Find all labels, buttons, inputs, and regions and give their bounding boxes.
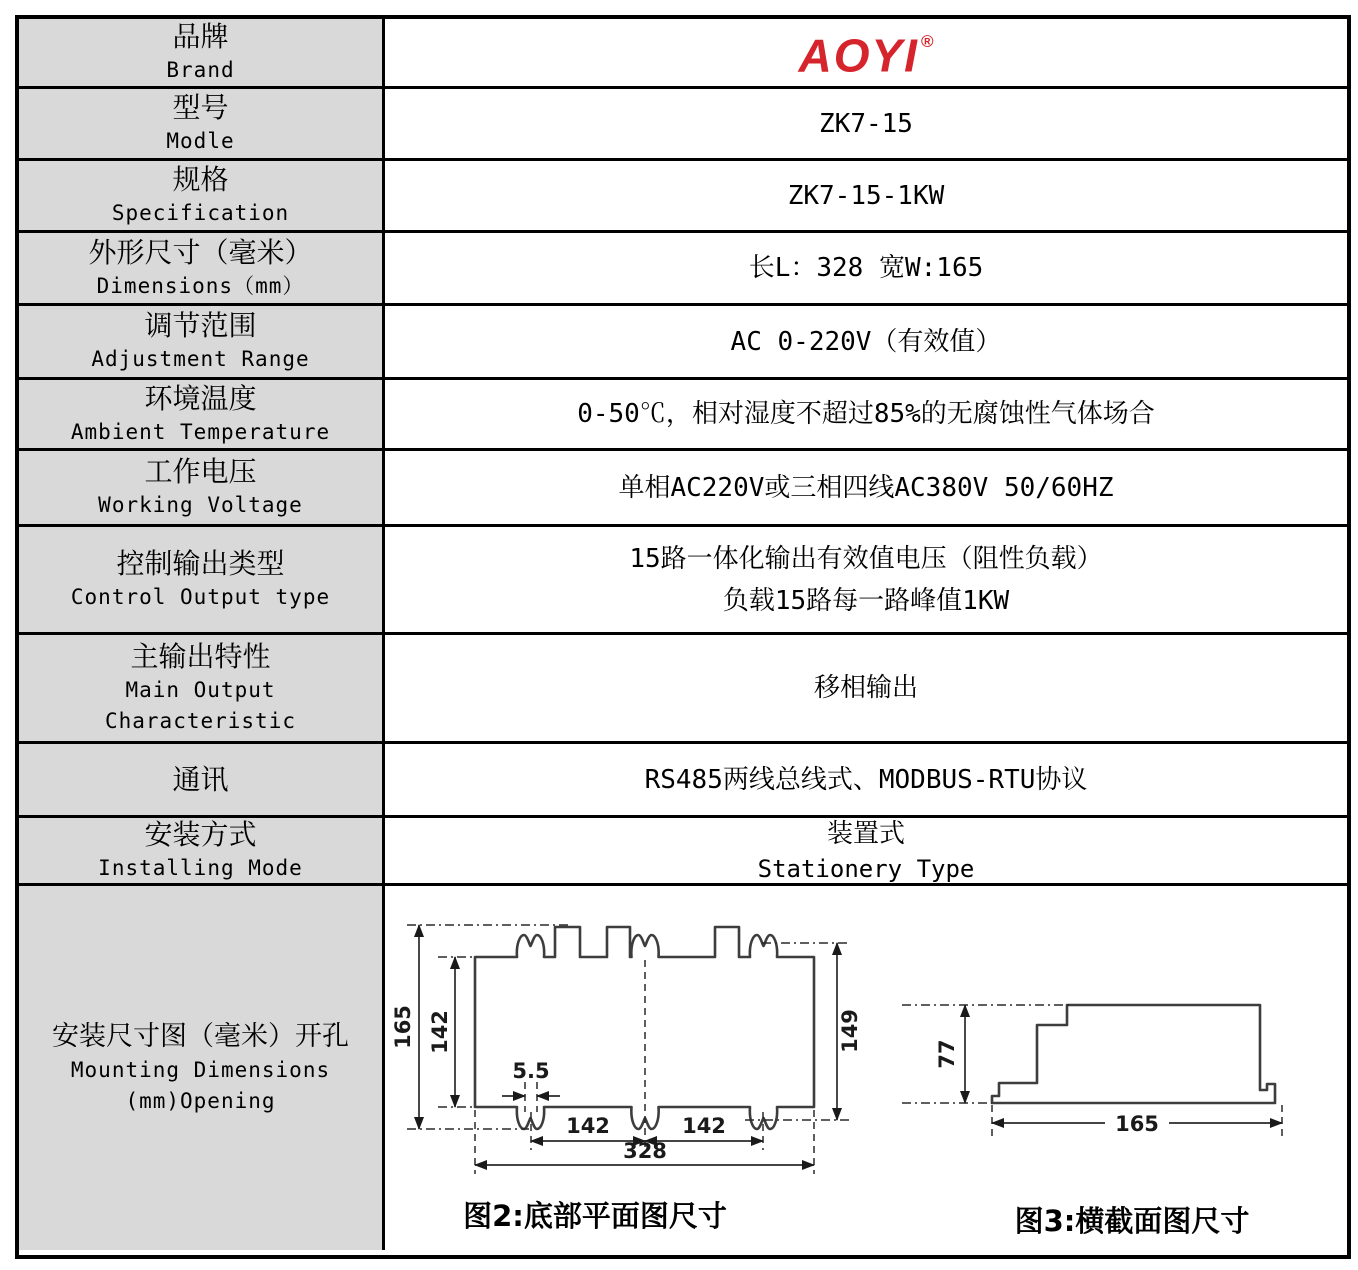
label-en-control-output-type: Control Output type <box>70 585 331 609</box>
aoyi-logo <box>798 27 934 82</box>
label-en-installing-mode: Installing Mode <box>98 856 303 880</box>
value-cell-dimensions <box>385 233 1347 306</box>
label-cell-communication <box>19 744 385 818</box>
label-zh-model: 型号 <box>172 91 229 124</box>
fig2-dim-328: 328 <box>623 1139 667 1163</box>
spec-table <box>15 15 1351 1259</box>
model-value: ZK7-15 <box>819 108 913 139</box>
working-voltage-value: 单相AC220V或三相四线AC380V 50/60HZ <box>618 472 1114 503</box>
fig2-dim-142-b2: 142 <box>682 1114 726 1138</box>
fig2-dim-142-b1: 142 <box>566 1114 610 1138</box>
fig2-dim-149: 149 <box>838 1009 862 1053</box>
installing-mode-value-en: Stationery Type <box>757 854 975 883</box>
figure3-caption: 图3:横截面图尺寸 <box>1014 1204 1250 1238</box>
figure2-caption: 图2:底部平面图尺寸 <box>463 1199 727 1233</box>
ambient-temperature-value: 0-50℃，相对湿度不超过85%的无腐蚀性气体场合 <box>577 399 1155 429</box>
label-cell-specification <box>19 161 385 233</box>
dimensions-value: 长L：328 宽W:165 <box>748 253 984 283</box>
value-cell-working-voltage <box>385 451 1347 527</box>
label-cell-dimensions <box>19 233 385 306</box>
control-output-value-line1: 15路一体化输出有效值电压（阻性负载） <box>629 543 1103 574</box>
label-en-brand: Brand <box>166 58 235 82</box>
label-zh-communication: 通讯 <box>172 762 229 796</box>
label-en-model: Modle <box>166 129 235 153</box>
value-cell-model <box>385 89 1347 161</box>
fig3-dim-77: 77 <box>935 1039 959 1069</box>
value-cell-installing-mode <box>385 818 1347 886</box>
label-cell-brand <box>19 19 385 89</box>
label-cell-adjustment-range <box>19 306 385 380</box>
adjustment-range-value: AC 0-220V（有效值） <box>730 326 1002 357</box>
fig2-dim-165: 165 <box>391 1005 415 1049</box>
control-output-value-line2: 负载15路每一路峰值1KW <box>722 585 1010 616</box>
label-zh-working-voltage: 工作电压 <box>144 455 257 488</box>
fig3-dim-165: 165 <box>1115 1112 1159 1136</box>
label-en-working-voltage: Working Voltage <box>98 493 303 517</box>
value-cell-ambient-temperature <box>385 380 1347 451</box>
value-cell-adjustment-range <box>385 306 1347 380</box>
label-cell-control-output-type <box>19 527 385 635</box>
label-zh-installing-mode: 安装方式 <box>144 818 257 851</box>
label-zh-main-output: 主输出特性 <box>130 640 271 673</box>
label-cell-working-voltage <box>19 451 385 527</box>
figure2-bottom-plan-drawing <box>390 893 887 1250</box>
label-zh-dimensions: 外形尺寸（毫米） <box>88 235 313 269</box>
value-cell-specification <box>385 161 1347 233</box>
value-cell-brand <box>385 19 1347 89</box>
figure3-outline <box>992 1005 1275 1103</box>
label-zh-adjustment-range: 调节范围 <box>144 309 257 342</box>
label-en-ambient-temperature: Ambient Temperature <box>70 419 331 444</box>
label-cell-installing-mode <box>19 818 385 886</box>
value-cell-communication <box>385 744 1347 818</box>
label-zh-mounting-dimensions: 安装尺寸图（毫米）开孔 <box>52 1021 349 1052</box>
label-zh-specification: 规格 <box>172 163 229 196</box>
label-zh-control-output-type: 控制输出类型 <box>116 547 285 580</box>
fig2-dim-142-left: 142 <box>428 1010 452 1054</box>
value-cell-control-output-type <box>385 527 1347 635</box>
aoyi-logo-text: AOYI <box>798 29 919 82</box>
installing-mode-value-zh: 装置式 <box>826 818 905 849</box>
communication-value: RS485两线总线式、MODBUS-RTU协议 <box>644 764 1088 795</box>
main-output-value: 移相输出 <box>813 673 918 703</box>
label-cell-ambient-temperature <box>19 380 385 451</box>
label-cell-model <box>19 89 385 161</box>
mounting-drawings <box>385 886 1347 1250</box>
label-en2-main-output: Characteristic <box>104 709 296 733</box>
label-en2-mounting-dimensions: (mm)Opening <box>125 1089 276 1113</box>
label-en1-mounting-dimensions: Mounting Dimensions <box>70 1058 331 1082</box>
label-en-dimensions: Dimensions（mm） <box>96 273 305 298</box>
figure3-cross-section-drawing <box>887 893 1340 1250</box>
label-en-specification: Specification <box>111 201 290 225</box>
value-cell-mounting-dimensions <box>385 886 1347 1250</box>
label-cell-main-output <box>19 635 385 744</box>
label-cell-mounting-dimensions <box>19 886 385 1250</box>
fig2-dim-5-5: 5.5 <box>512 1059 550 1083</box>
specification-value: ZK7-15-1KW <box>787 180 945 211</box>
label-en1-main-output: Main Output <box>125 678 276 702</box>
registered-trademark-icon: ® <box>920 31 934 51</box>
label-en-adjustment-range: Adjustment Range <box>91 347 310 371</box>
label-zh-ambient-temperature: 环境温度 <box>144 381 257 415</box>
label-zh-brand: 品牌 <box>172 20 229 53</box>
value-cell-main-output <box>385 635 1347 744</box>
